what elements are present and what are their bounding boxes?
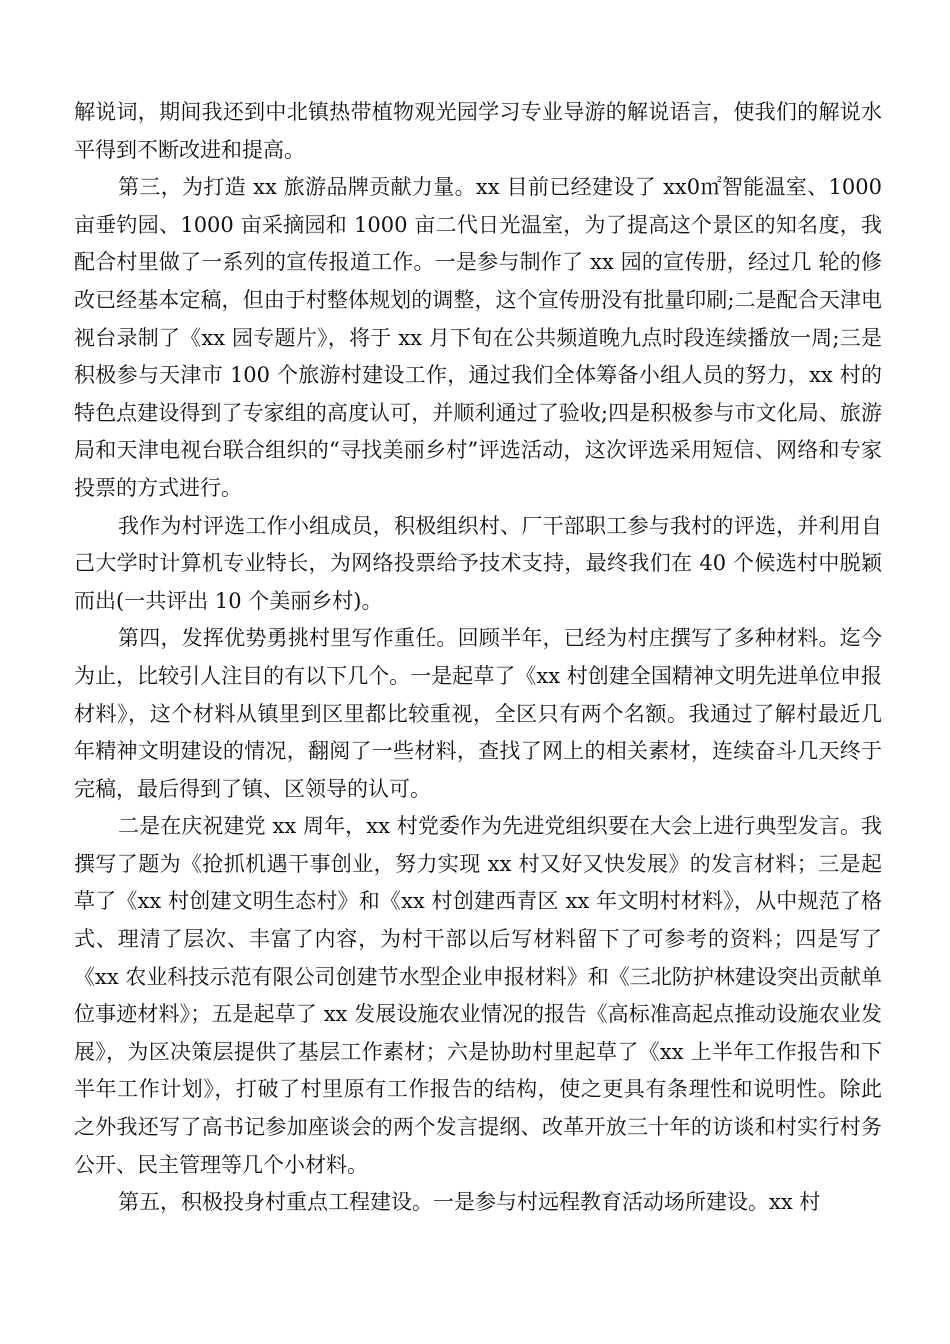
paragraph-tour-guide-continuation: 解说词，期间我还到中北镇热带植物观光园学习专业导游的解说语言，使我们的解说水平得到不断改进和提高。: [74, 100, 882, 162]
paragraph-third-tourism-brand: 第三，为打造 xx 旅游品牌贡献力量。xx 目前已经建设了 xx0㎡智能温室、1000 亩垂钓园、1000 亩采摘园和 1000 亩二代日光温室，为了提高这个景区的知名度，我配合村里做了一系列的宣传报道工作。一是参与制作了 xx 园的宣传册，经过几 轮的修改已经基本定稿，但由于村整体规划的调整，这个宣传册没有批量印刷;二是配合天津电视台录制了《xx 园专题片》，将于 xx 月下旬在公共频道晚九点时段连续播放一周;三是积极参与天津市 100 个旅游村建设工作，通过我们全体筹备小组人员的努力，xx 村的特色点建设得到了专家组的高度认可，并顺利通过了验收;四是积极参与市文化局、旅游局和天津电视台联合组织的“寻找美丽乡村”评选活动，这次评选采用短信、网络和专家投票的方式进行。: [74, 175, 882, 500]
paragraph-party-anniversary-materials: 二是在庆祝建党 xx 周年，xx 村党委作为先进党组织要在大会上进行典型发言。我撰写了题为《抢抓机遇干事创业，努力实现 xx 村又好又快发展》的发言材料；三是起草了《xx 村创建文明生态村》和《xx 村创建西青区 xx 年文明村材料》，从中规范了格式、理清了层次、丰富了内容，为村干部以后写材料留下了可参考的资料；四是写了《xx 农业科技示范有限公司创建节水型企业申报材料》和《三北防护林建设突出贡献单位事迹材料》；五是起草了 xx 发展设施农业情况的报告《高标准高起点推动设施农业发展》，为区决策层提供了基层工作素材；六是协助村里起草了《xx 上半年工作报告和下半年工作计划》，打破了村里原有工作报告的结构，使之更具有条理性和说明性。除此之外我还写了高书记参加座谈会的两个发言提纲、改革开放三十年的访谈和村实行村务公开、民主管理等几个小材料。: [74, 814, 882, 1177]
paragraph-fourth-writing: 第四，发挥优势勇挑村里写作重任。回顾半年，已经为村庄撰写了多种材料。迄今为止，比较引人注目的有以下几个。一是起草了《xx 村创建全国精神文明先进单位申报材料》，这个材料从镇里到区里都比较重视，全区只有两个名额。我通过了解村最近几年精神文明建设的情况，翻阅了一些材料，查找了网上的相关素材，连续奋斗几天终于完稿，最后得到了镇、区领导的认可。: [74, 626, 882, 801]
paragraph-village-selection: 我作为村评选工作小组成员，积极组织村、厂干部职工参与我村的评选，并利用自己大学时计算机专业特长，为网络投票给予技术支持，最终我们在 40 个候选村中脱颖而出(一共评出 10 个美丽乡村)。: [74, 513, 882, 613]
paragraph-fifth-key-projects: 第五，积极投身村重点工程建设。一是参与村远程教育活动场所建设。xx 村: [118, 1190, 821, 1215]
document-body: [74, 94, 882, 1222]
